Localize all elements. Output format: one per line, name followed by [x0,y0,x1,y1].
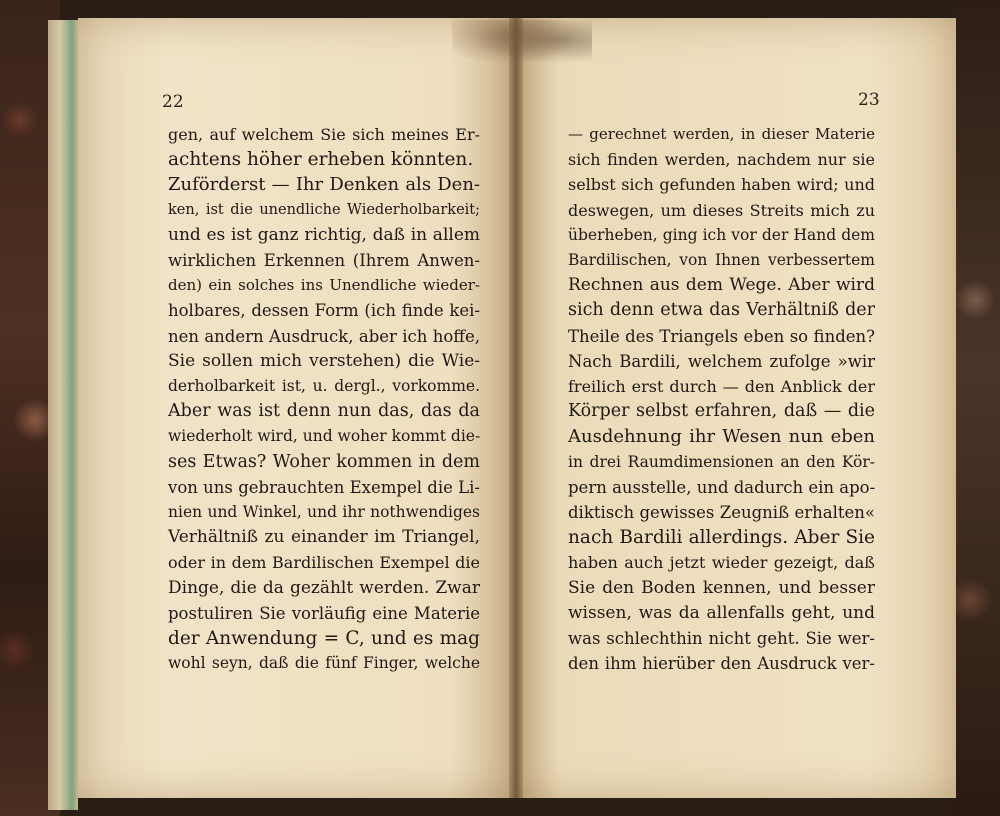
text-line: und es ist ganz richtig, daß in allem [168,224,480,245]
text-line: postuliren Sie vorläufig eine Materie [168,603,480,623]
right-page-text [568,122,875,676]
text-line: überheben, ging ich vor der Hand dem [568,225,875,244]
text-line: wissen, was da allenfalls geht, und [568,602,875,623]
text-line: Körper selbst erfahren, daß — die [568,401,875,422]
text-line: Aber was ist denn nun das, das da [168,401,480,422]
text-line: nach Bardili allerdings. Aber Sie [568,527,875,549]
text-line: freilich erst durch — den Anblick der [568,377,875,397]
water-stain [452,20,592,70]
text-line: pern ausstelle, und dadurch ein apo- [568,477,876,497]
book-gutter [509,18,523,798]
text-line: sich finden werden, nachdem nur sie [568,150,875,170]
text-line: den) ein solches ins Unendliche wieder- [168,276,480,295]
text-line: achtens höher erheben könnten. [168,149,474,171]
text-line: sich denn etwa das Verhältniß der [568,300,875,321]
text-line: holbares, dessen Form (ich finde kei- [168,301,480,321]
text-line: in drei Raumdimensionen an den Kör- [568,452,875,471]
page-edges-left [48,20,78,810]
text-line: selbst sich gefunden haben wird; und [568,175,875,195]
left-page-text [168,122,480,676]
text-line: Verhältniß zu einander im Triangel, [168,527,480,548]
text-line: — gerechnet werden, in dieser Materie [568,125,875,143]
text-line: Zuförderst — Ihr Denken als Den- [168,174,480,196]
text-line: was schlechthin nicht geht. Sie wer- [568,629,875,649]
text-line: Sie den Boden kennen, und besser [568,577,875,598]
text-line: ken, ist die unendliche Wiederholbarkeit; [168,201,480,218]
text-line: gen, auf welchem Sie sich meines Er- [168,125,480,144]
text-line: Ausdehnung ihr Wesen nun eben [568,426,875,448]
text-line: nen andern Ausdruck, aber ich hoffe, [168,326,480,346]
text-line: Bardilischen, von Ihnen verbessertem [568,251,875,270]
text-line: der Anwendung = C, und es mag [168,628,480,650]
text-line: deswegen, um dieses Streits mich zu [568,200,875,220]
text-line: wiederholt wird, und woher kommt die- [168,427,481,446]
text-line: wohl seyn, daß die fünf Finger, welche [168,654,480,673]
text-line: ses Etwas? Woher kommen in dem [168,451,480,472]
text-line: haben auch jetzt wieder gezeigt, daß [568,553,875,573]
text-line: derholbarkeit ist, u. dergl., vorkomme. [168,377,480,396]
marbled-cover-right [950,0,1000,816]
text-line: oder in dem Bardilischen Exempel die [168,553,480,573]
text-line: Rechnen aus dem Wege. Aber wird [568,275,875,296]
text-line: diktisch gewisses Zeugniß erhalten« [568,503,875,523]
text-line: von uns gebrauchten Exempel die Li- [168,477,480,497]
text-line: nien und Winkel, und ihr nothwendiges [168,503,480,522]
text-line: Nach Bardili, welchem zufolge »wir [568,351,875,371]
right-page-number: 23 [858,90,880,110]
text-line: Theile des Triangels eben so finden? [568,326,875,346]
text-line: Dinge, die da gezählt werden. Zwar [168,577,480,598]
left-page-number: 22 [162,92,184,112]
text-line: wirklichen Erkennen (Ihrem Anwen- [168,251,480,271]
text-line: den ihm hierüber den Ausdruck ver- [568,654,875,674]
text-line: Sie sollen mich verstehen) die Wie- [168,350,480,371]
